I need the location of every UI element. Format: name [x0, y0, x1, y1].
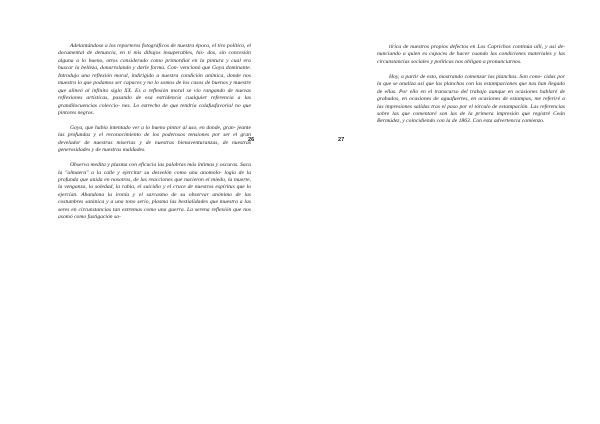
page-number-left: 26 [248, 137, 255, 143]
paragraph: Goya, que había intentado ver a lo bueno pintor al uso, en donde, gran- jeante las profundas y el reconocimiento de los poderosos tensiones por ser el gran develador de nuestras miserias y de nuestras bienaventuranzas, de nuestras generosidades y de nuestras maldades. [58, 124, 251, 154]
page-number-right: 27 [338, 137, 345, 143]
paragraph: Hoy, a partir de esto, mostrando comenzar las planchas. Son cono- cidas por la que se analiza así que las planchas con las estampaciones que nos han llegado de ellas. Por ello en el transcurso del trabajo aunque en ocasiones hablaré de grabados, en ocasiones de aguafuertes, en ocasiones de estampas, me referiré a las impresiones salidas tras el paso por el tórculo de estampación. Las referencias sobre las que comentaré son las de la primera impresión que registré Ceán Bermúdez, y coincidiendo con la de 1863. Con esta advertencia comienzo. [377, 73, 565, 125]
paragraph: Adelantándose a los reporteros fotográficos de nuestra época, el tiro político, el documental de denuncia, en ti mis dibujos insuperables, his- dos, sin concesión alguna a lo bueno, otros considerado como primordial en la pintura y cual era buscar la belleza, donarrolando y darle forma. Con- vencionó que Goya dominante. Introdujo una reflexión moral, indirigido a nuestra condición anímica, donde nos muestra lo que podamos ser capaces y no lo somos de los casos de buenos y muestre que alineó al infinito siglo XX. Es a reflexión moral se vio rangando de nuevas reflexiones artísticas, pasando de esa estridencia cualquier referencia a las grandilocuencias coleccio- nes. Lo estrecho de que tendría colafusfavorial no que pintores negros. [58, 43, 251, 117]
right-page-text [377, 44, 565, 126]
right-page [300, 0, 600, 424]
left-page-text [58, 43, 251, 222]
paragraph: tírica de nuestros propios defectos en Los Caprichos continúa allí, y así de- nunciando a quien es capaces de hacer cuando las condiciones materiales y las circunstancias sociales y políticas nos obligan a pronunciarnos. [377, 44, 565, 65]
paragraph: Observa medita y plasma con eficacia las palabras más íntimas y oscuras. Saca la "almaera" a la calle y ejercitar su desvelón como una anomolo- logía de la profunda que anida en nosotros, de las reacciones que nacieron el miedo, la muerte, la venganza, la soledad, la rabia, el suicidio y el cruce de nuestros espíritus que lo ejercían. Abandona la ironía y el sarcasmo de su observar anónimo de las costumbres satánica y a una tono serio, plasma las bestialidades que muestra a las seres en circunstancias tan extremas como una guerra. La serena reflexión que nos asomó como fustigación sa- [58, 162, 251, 221]
